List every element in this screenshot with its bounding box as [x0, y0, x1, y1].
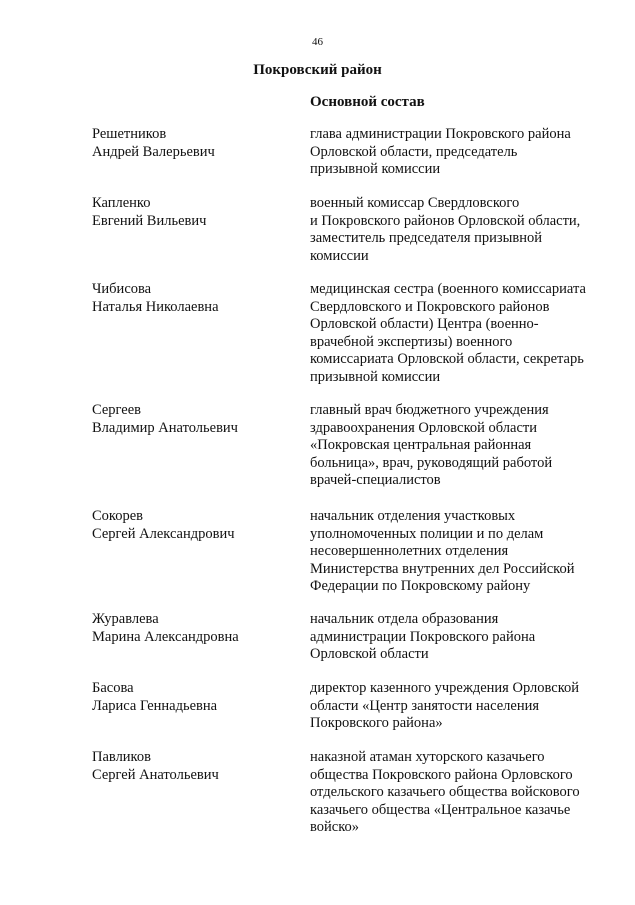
member-role-line: больница», врач, руководящий работой — [310, 454, 553, 471]
member-role-line: комиссариата Орловской области, секретарь — [310, 351, 584, 367]
member-role-line: комиссии — [310, 247, 369, 264]
member-name — [92, 508, 292, 543]
member-surname: Павликов — [92, 749, 151, 765]
member-name — [92, 195, 292, 230]
member-role-line: врачей-специалистов — [310, 472, 441, 488]
member-name — [92, 126, 292, 161]
member-role-line: врачебной экспертизы) военного — [310, 333, 513, 350]
member-role-line: Орловской области) Центра (военно- — [310, 316, 539, 332]
member-role — [310, 195, 605, 265]
member-role-line: директор казенного учреждения Орловской — [310, 680, 580, 696]
member-role-line: области «Центр занятости населения — [310, 697, 540, 714]
section-title: Основной состав — [310, 94, 425, 110]
member-role-line: глава администрации Покровского района — [310, 126, 571, 142]
member-surname: Решетников — [92, 126, 167, 142]
member-name — [92, 281, 292, 316]
member-role-line: и Покровского районов Орловской области, — [310, 212, 581, 229]
member-role-line: наказной атаман хуторского казачьего — [310, 749, 545, 765]
member-given-name: Владимир Анатольевич — [92, 419, 238, 436]
member-role — [310, 508, 605, 596]
member-surname: Сергеев — [92, 402, 142, 418]
page-number: 46 — [312, 36, 323, 48]
district-title: Покровский район — [253, 62, 382, 78]
member-role-line: администрации Покровского района — [310, 628, 536, 645]
member-role-line: Министерства внутренних дел Российской — [310, 560, 575, 577]
member-surname: Журавлева — [92, 611, 159, 627]
member-role-line: военный комиссар Свердловского — [310, 195, 520, 211]
member-role-line: призывной комиссии — [310, 161, 441, 177]
member-surname: Сокорев — [92, 508, 144, 524]
member-role-line: уполномоченных полиции и по делам — [310, 525, 544, 542]
member-given-name: Андрей Валерьевич — [92, 143, 215, 160]
member-role — [310, 749, 605, 837]
member-role-line: казачьего общества «Центральное казачье — [310, 801, 571, 818]
member-role-line: Покровского района» — [310, 715, 443, 731]
member-role-line: главный врач бюджетного учреждения — [310, 402, 549, 418]
member-role — [310, 680, 605, 733]
member-role — [310, 611, 605, 664]
member-role-line: Свердловского и Покровского районов — [310, 298, 550, 315]
member-role-line: начальник отделения участковых — [310, 508, 516, 524]
member-name — [92, 402, 292, 437]
member-given-name: Евгений Вильевич — [92, 212, 207, 229]
member-given-name: Лариса Геннадьевна — [92, 697, 218, 714]
member-role-line: «Покровская центральная районная — [310, 437, 532, 453]
member-role-line: начальник отдела образования — [310, 611, 499, 627]
member-surname: Капленко — [92, 195, 151, 211]
member-role-line: несовершеннолетних отделения — [310, 543, 509, 559]
member-name — [92, 611, 292, 646]
member-role-line: войско» — [310, 819, 360, 835]
member-surname: Басова — [92, 680, 134, 696]
member-role-line: призывной комиссии — [310, 368, 441, 385]
member-name — [92, 680, 292, 715]
member-role-line: Федерации по Покровскому району — [310, 578, 531, 594]
member-role-line: общества Покровского района Орловского — [310, 766, 573, 783]
member-name — [92, 749, 292, 784]
member-role-line: отдельского казачьего общества войскового — [310, 784, 580, 800]
member-role-line: Орловской области, председатель — [310, 143, 518, 160]
member-role-line: здравоохранения Орловской области — [310, 419, 537, 436]
member-role — [310, 281, 605, 386]
member-role-line: медицинская сестра (военного комиссариата — [310, 281, 586, 297]
member-given-name: Марина Александровна — [92, 628, 239, 645]
member-surname: Чибисова — [92, 281, 152, 297]
member-given-name: Сергей Александрович — [92, 525, 235, 542]
member-role-line: Орловской области — [310, 646, 429, 662]
member-role-line: заместитель председателя призывной — [310, 230, 542, 246]
member-role — [310, 402, 605, 490]
member-given-name: Наталья Николаевна — [92, 298, 219, 315]
member-role — [310, 126, 605, 179]
member-given-name: Сергей Анатольевич — [92, 766, 219, 783]
